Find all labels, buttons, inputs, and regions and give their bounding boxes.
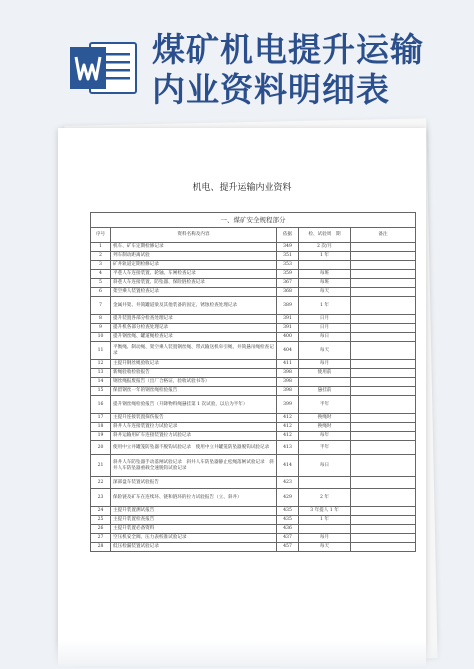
cell-name: 平巷人车连接装置、轮轴、车闸检查记录	[111, 270, 277, 279]
cell-name: 新绳验收检验报告	[111, 369, 277, 378]
cell-name: 金属井架、井筒罐道梁及其他装备的固定、锈蚀检查处理记录	[111, 297, 277, 315]
cell-code: 414	[277, 455, 299, 477]
cell-cycle: 使用前	[299, 369, 351, 378]
cell-no: 21	[91, 455, 111, 477]
cell-remark	[351, 315, 416, 324]
cell-name: 主提升装置必备资料	[111, 525, 277, 534]
cell-remark	[351, 243, 416, 252]
cell-code: 404	[277, 342, 299, 360]
cell-remark	[351, 534, 416, 543]
cell-remark	[351, 288, 416, 297]
cell-no: 17	[91, 414, 111, 423]
cell-no: 6	[91, 288, 111, 297]
cell-name: 空压机安全阀、压力表校准试验记录	[111, 534, 277, 543]
cell-no: 19	[91, 432, 111, 441]
cell-cycle: 每月	[299, 360, 351, 369]
cell-name: 主提升钢丝绳验收记录	[111, 360, 277, 369]
table-row	[91, 543, 416, 552]
cell-code: 423	[277, 477, 299, 489]
cell-remark	[351, 261, 416, 270]
cell-cycle: 1 年	[299, 252, 351, 261]
cell-no: 9	[91, 324, 111, 333]
cell-cycle: 每天	[299, 288, 351, 297]
cell-cycle: 悬挂前	[299, 387, 351, 396]
col-header-cycle: 检、试验周 期	[299, 228, 351, 243]
cell-remark	[351, 516, 416, 525]
cell-no: 25	[91, 516, 111, 525]
cell-no: 5	[91, 279, 111, 288]
cell-name: 主提升连接装置探伤报告	[111, 414, 277, 423]
cell-cycle: 每班	[299, 270, 351, 279]
cell-cycle: 每天	[299, 543, 351, 552]
cell-no: 23	[91, 489, 111, 507]
cell-code: 368	[277, 288, 299, 297]
cell-code: 398	[277, 387, 299, 396]
cell-name: 钢丝绳报废报告（出厂合格证，验收试验书等）	[111, 378, 277, 387]
cell-cycle: 换绳时	[299, 423, 351, 432]
cell-no: 22	[91, 477, 111, 489]
cell-code: 435	[277, 507, 299, 516]
table-row	[91, 261, 416, 270]
cell-code: 353	[277, 261, 299, 270]
cell-remark	[351, 324, 416, 333]
cell-name: 斜巷人车连接装置、防坠器、保险链检查记录	[111, 279, 277, 288]
cell-remark	[351, 378, 416, 387]
cell-remark	[351, 414, 416, 423]
cell-no: 10	[91, 333, 111, 342]
cell-remark	[351, 279, 416, 288]
cell-cycle	[299, 477, 351, 489]
col-header-name: 资料名称及内容	[111, 228, 277, 243]
cell-cycle: 半年	[299, 396, 351, 414]
cell-cycle	[299, 261, 351, 270]
cell-cycle: 每日	[299, 455, 351, 477]
cell-no: 12	[91, 360, 111, 369]
cell-name: 机车、矿车定期检修记录	[111, 243, 277, 252]
cell-code: 437	[277, 534, 299, 543]
cell-no: 4	[91, 270, 111, 279]
cell-code: 351	[277, 252, 299, 261]
cell-name: 提升装置各部分检查处理记录	[111, 315, 277, 324]
cell-code: 391	[277, 324, 299, 333]
cell-no: 3	[91, 261, 111, 270]
section-title: 一、煤矿安全规程部分	[91, 213, 416, 228]
table-row	[91, 423, 416, 432]
cell-code: 399	[277, 396, 299, 414]
cell-cycle: 3 年提人 1 年	[299, 507, 351, 516]
document-page	[58, 128, 426, 666]
cell-remark	[351, 297, 416, 315]
cell-no: 14	[91, 378, 111, 387]
cell-code: 457	[277, 543, 299, 552]
cell-code: 412	[277, 423, 299, 432]
cell-remark	[351, 387, 416, 396]
cell-code: 412	[277, 432, 299, 441]
cell-remark	[351, 369, 416, 378]
table-row	[91, 507, 416, 516]
cell-code: 398	[277, 369, 299, 378]
header	[0, 0, 474, 118]
table-row	[91, 369, 416, 378]
cell-no: 28	[91, 543, 111, 552]
col-header-remark: 备注	[351, 228, 416, 243]
cell-no: 2	[91, 252, 111, 261]
table-row	[91, 378, 416, 387]
cell-code: 411	[277, 360, 299, 369]
page-title-line-2: 内业资料明细表	[152, 70, 390, 109]
section-row	[91, 213, 416, 228]
cell-no: 26	[91, 525, 111, 534]
cell-code: 413	[277, 441, 299, 455]
cell-no: 15	[91, 387, 111, 396]
cell-cycle: 换绳时	[299, 414, 351, 423]
cell-cycle	[299, 525, 351, 534]
table-row	[91, 288, 416, 297]
cell-no: 24	[91, 507, 111, 516]
cell-code: 400	[277, 333, 299, 342]
cell-name: 斜井人车防坠器手动落闸试验记录 斜井人车防坠器静止松绳落闸试验记录 斜井人车防坠器重载全速脱钩试验记录	[111, 455, 277, 477]
cell-cycle: 1 年	[299, 297, 351, 315]
table-row	[91, 315, 416, 324]
table-row	[91, 252, 416, 261]
cell-cycle: 每年	[299, 432, 351, 441]
resource-table	[90, 212, 416, 552]
cell-name: 斜井人车连接装置拉力试验记录	[111, 423, 277, 432]
col-header-no: 序号	[91, 228, 111, 243]
cell-no: 11	[91, 342, 111, 360]
table-row	[91, 279, 416, 288]
cell-code: 359	[277, 270, 299, 279]
table-row	[91, 455, 416, 477]
table-row	[91, 396, 416, 414]
cell-no: 16	[91, 396, 111, 414]
cell-remark	[351, 489, 416, 507]
table-row	[91, 387, 416, 396]
table-row	[91, 243, 416, 252]
cell-code: 367	[277, 279, 299, 288]
cell-cycle: 日月	[299, 315, 351, 324]
cell-remark	[351, 477, 416, 489]
cell-no: 8	[91, 315, 111, 324]
cell-name: 深部盘车装置试验报告	[111, 477, 277, 489]
cell-name: 架空乘人装置检查记录	[111, 288, 277, 297]
cell-code: 389	[277, 297, 299, 315]
cell-name: 主提升装置检查报告	[111, 516, 277, 525]
table-row	[91, 342, 416, 360]
cell-remark	[351, 360, 416, 369]
table-row	[91, 333, 416, 342]
table-row	[91, 297, 416, 315]
table-row	[91, 441, 416, 455]
cell-name: 提升机各部分检查处理记录	[111, 324, 277, 333]
bottom-fade	[0, 640, 474, 669]
cell-no: 7	[91, 297, 111, 315]
cell-cycle: 每天	[299, 342, 351, 360]
cell-name: 主提升装置测试报告	[111, 507, 277, 516]
cell-cycle: 2 次/月	[299, 243, 351, 252]
cell-name: 保留钢丝一年的钢丝绳检验报告	[111, 387, 277, 396]
cell-cycle: 半年	[299, 441, 351, 455]
cell-no: 13	[91, 369, 111, 378]
cell-cycle: 每班	[299, 279, 351, 288]
cell-remark	[351, 333, 416, 342]
cell-remark	[351, 252, 416, 261]
cell-name: 提升钢丝绳、罐道绳检查记录	[111, 333, 277, 342]
cell-remark	[351, 423, 416, 432]
cell-code: 436	[277, 525, 299, 534]
cell-name: 低压检漏装置试验记录	[111, 543, 277, 552]
table-row	[91, 477, 416, 489]
word-doc-icon	[70, 37, 138, 99]
cell-no: 1	[91, 243, 111, 252]
cell-cycle: 每月	[299, 534, 351, 543]
cell-name: 使用中立井罐笼防坠器不脱钩试验记录 使用中立井罐笼防坠器脱钩试验记录	[111, 441, 277, 455]
cell-code: 412	[277, 414, 299, 423]
cell-code: 391	[277, 315, 299, 324]
cell-cycle	[299, 378, 351, 387]
cell-code: 435	[277, 516, 299, 525]
cell-code: 429	[277, 489, 299, 507]
table-row	[91, 516, 416, 525]
table-row	[91, 432, 416, 441]
cell-remark	[351, 455, 416, 477]
cell-name: 平衡绳、制动绳、架空乘人装置钢丝绳、带式输送机牵引绳、井筒悬吊绳检查记录	[111, 342, 277, 360]
cell-name: 提升钢丝绳检验报告（升降物料绳悬挂第 1 次试验，以后为半年）	[111, 396, 277, 414]
cell-name: 保险链及矿车在连续环、链和链环的拉力试验报告（立、斜井）	[111, 489, 277, 507]
cell-no: 27	[91, 534, 111, 543]
cell-remark	[351, 432, 416, 441]
cell-no: 20	[91, 441, 111, 455]
cell-cycle: 1 年	[299, 516, 351, 525]
table-row	[91, 324, 416, 333]
header-row	[91, 228, 416, 243]
table-row	[91, 270, 416, 279]
table-row	[91, 534, 416, 543]
table-row	[91, 525, 416, 534]
cell-code: 349	[277, 243, 299, 252]
cell-remark	[351, 543, 416, 552]
table-row	[91, 360, 416, 369]
cell-code: 398	[277, 378, 299, 387]
page-title-line-1: 煤矿机电提升运输	[152, 30, 424, 69]
cell-remark	[351, 441, 416, 455]
table-row	[91, 414, 416, 423]
cell-cycle: 每日	[299, 333, 351, 342]
cell-remark	[351, 342, 416, 360]
cell-no: 18	[91, 423, 111, 432]
document-title: 机电、提升运输内业资料	[192, 183, 292, 193]
cell-cycle: 日月	[299, 324, 351, 333]
cell-name: 斜井运输用矿车连接装置拉力试验记录	[111, 432, 277, 441]
cell-remark	[351, 396, 416, 414]
table-row	[91, 489, 416, 507]
cell-name: 矿井轨道定期检修记录	[111, 261, 277, 270]
cell-remark	[351, 507, 416, 516]
cell-remark	[351, 525, 416, 534]
col-header-code: 依据	[277, 228, 299, 243]
cell-name: 列车制动距离试验	[111, 252, 277, 261]
cell-cycle: 2 年	[299, 489, 351, 507]
cell-remark	[351, 270, 416, 279]
